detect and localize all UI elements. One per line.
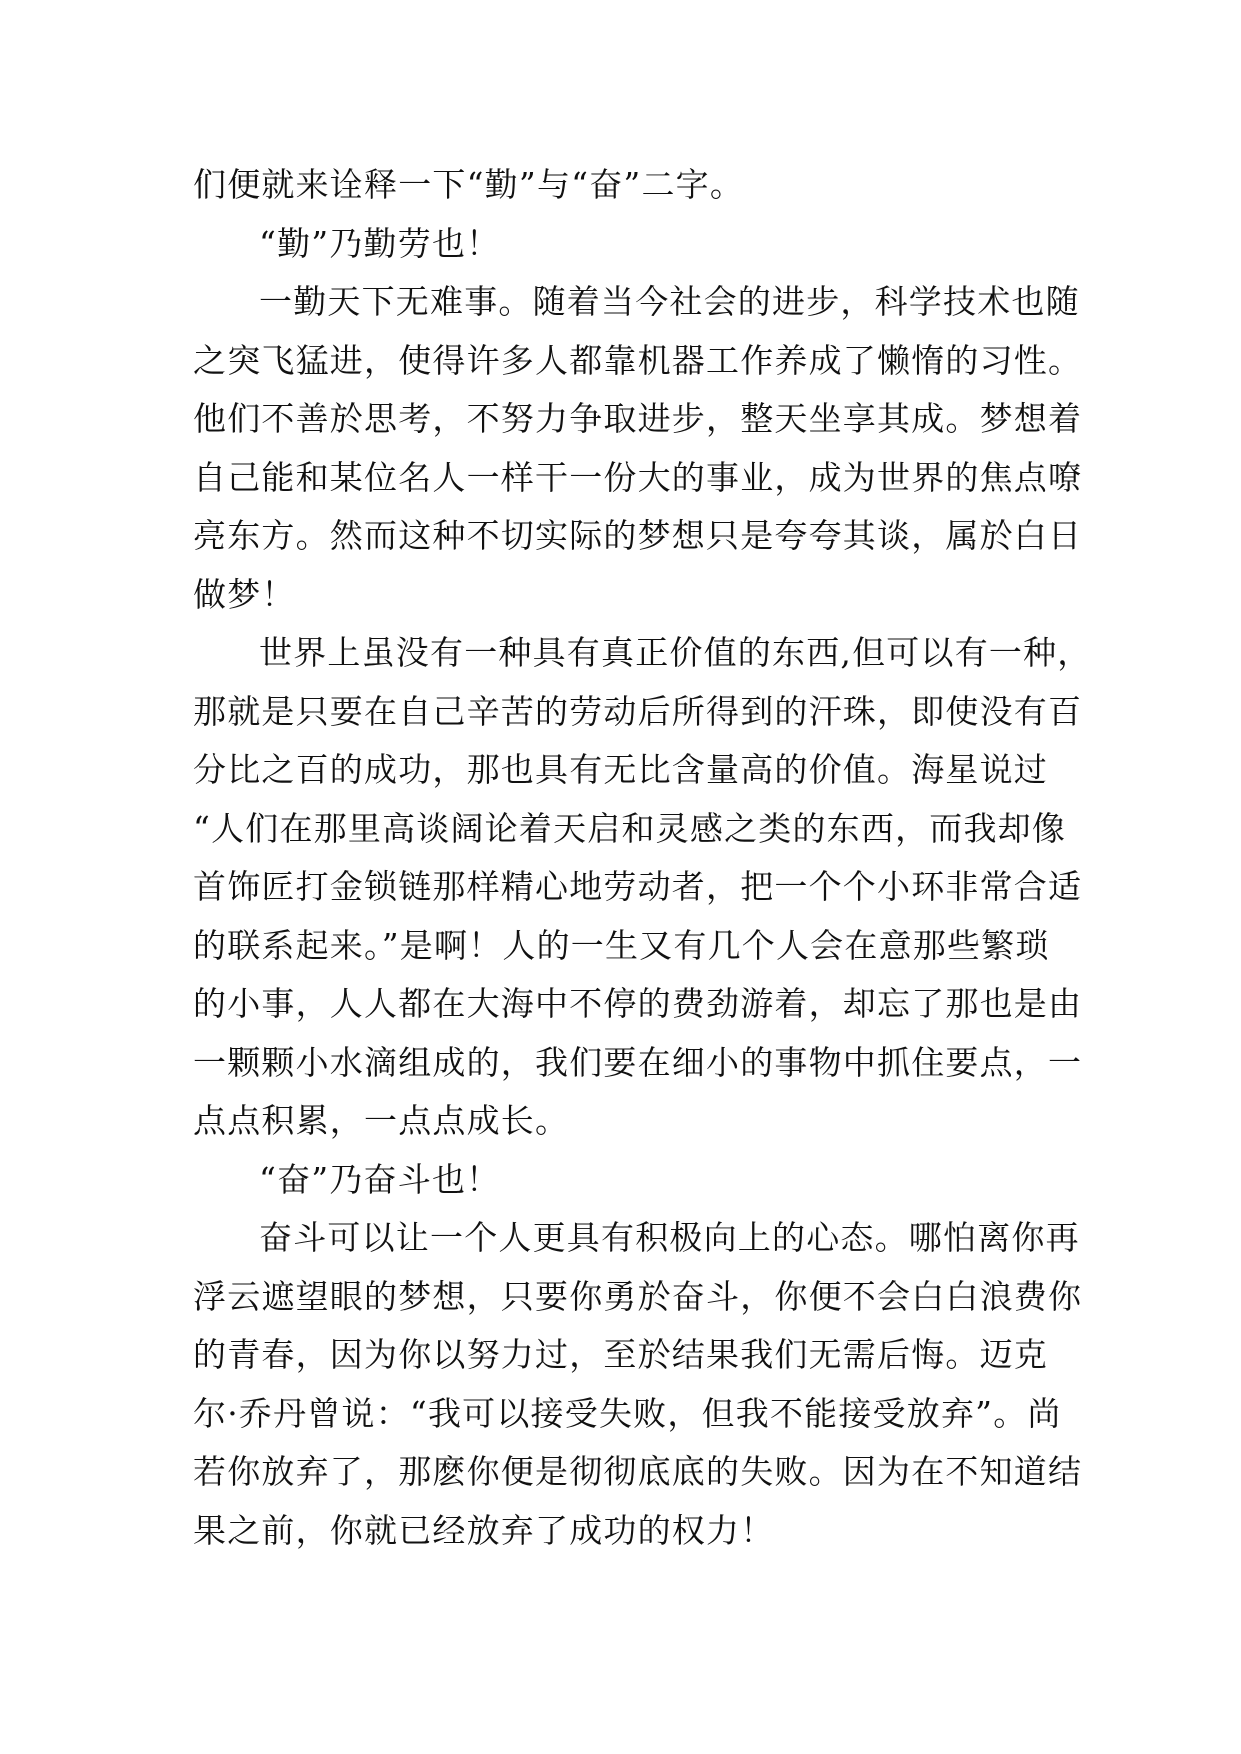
text-line: 的小事，人人都在大海中不停的费劲游着，却忘了那也是由 [193,984,1083,1023]
text-line: 奋斗可以让一个人更具有积极向上的心态。哪怕离你再 [259,1218,1080,1257]
text-line: 世界上虽没有一种具有真正价值的东西,但可以有一种， [259,633,1092,672]
text-line: 自己能和某位名人一样干一份大的事业，成为世界的焦点嘹 [193,457,1083,497]
text-line: 做梦！ [193,574,296,614]
text-line: 亮东方。然而这种不切实际的梦想只是夸夸其谈，属於白日 [193,516,1083,555]
text-line: 的联系起来。”是啊！人的一生又有几个人会在意那些繁琐 [193,925,1050,965]
text-line: 浮云遮望眼的梦想，只要你勇於奋斗，你便不会白白浪费你 [193,1276,1083,1316]
text-line: 果之前，你就已经放弃了成功的权力！ [193,1510,775,1550]
text-line: 那就是只要在自己辛苦的劳动后所得到的汗珠，即使没有百 [193,691,1083,731]
text-line: 一颗颗小水滴组成的，我们要在细小的事物中抓住要点，一 [193,1042,1083,1082]
text-line: 点点积累，一点点成长。 [193,1101,570,1140]
text-line: 分比之百的成功，那也具有无比含量高的价值。海星说过 [193,750,1048,789]
text-line: 尔·乔丹曾说：“我可以接受失败，但我不能接受放弃”。尚 [193,1393,1062,1433]
section-heading: “勤”乃勤劳也！ [259,223,501,263]
text-line: 若你放弃了，那麽你便是彻彻底底的失败。因为在不知道结 [193,1452,1083,1491]
text-line: 首饰匠打金锁链那样精心地劳动者，把一个个小环非常合适 [193,867,1083,906]
section-heading: “奋”乃奋斗也！ [259,1159,501,1199]
text-line: 们便就来诠释一下“勤”与“奋”二字。 [193,165,745,204]
text-line: 之突飞猛进，使得许多人都靠机器工作养成了懒惰的习性。 [193,340,1083,380]
text-line: 他们不善於思考，不努力争取进步，整天坐享其成。梦想着 [193,399,1083,438]
text-line: “人们在那里高谈阔论着天启和灵感之类的东西，而我却像 [193,808,1067,848]
text-line: 一勤天下无难事。随着当今社会的进步，科学技术也随 [259,282,1080,321]
text-line: 的青春，因为你以努力过，至於结果我们无需后悔。迈克 [193,1335,1048,1374]
document-body [193,156,1092,1560]
